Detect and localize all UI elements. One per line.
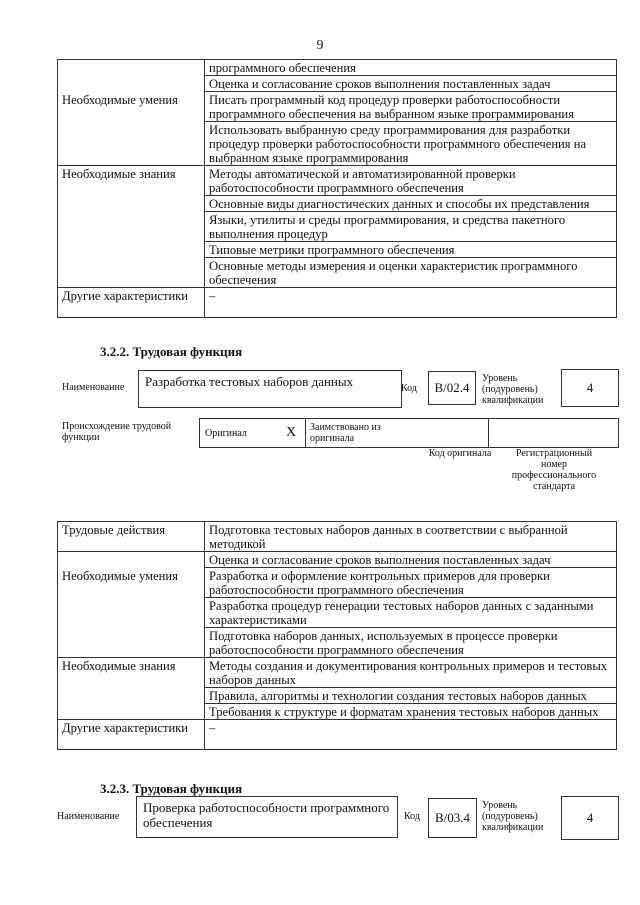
section-heading-322: 3.2.2. Трудовая функция bbox=[100, 344, 243, 359]
level-label bbox=[482, 373, 552, 406]
table-text-cell: Разработка процедур генерации тестовых наборов данных с заданными характеристиками bbox=[205, 598, 617, 628]
table-label-cell bbox=[58, 598, 205, 628]
level-label-line: квалификации bbox=[482, 822, 544, 833]
table-text-cell: Требования к структуре и форматам хранения тестовых наборов данных bbox=[205, 704, 617, 720]
table-label-cell bbox=[58, 212, 205, 242]
section-heading-323: 3.2.3. Трудовая функция bbox=[100, 781, 243, 796]
skills-table-1 bbox=[57, 59, 617, 318]
level-label-line: Уровень bbox=[482, 373, 518, 384]
table-text-cell: Подготовка наборов данных, используемых в процессе проверки работоспособности программного обеспечения bbox=[205, 628, 617, 658]
code-value-box bbox=[428, 371, 476, 405]
table-text-cell: Оценка и согласование сроков выполнения поставленных задач bbox=[205, 552, 617, 568]
table-label-cell bbox=[58, 196, 205, 212]
origin-label: Происхождение трудовой функции bbox=[62, 421, 172, 443]
page-number: 9 bbox=[316, 38, 324, 53]
code-value: B/03.4 bbox=[434, 810, 471, 825]
level-label-line: квалификации bbox=[482, 395, 544, 406]
function-name-box bbox=[138, 370, 402, 408]
code-value-box bbox=[428, 798, 477, 838]
table-text-cell: Использовать выбранную среду программирования для разработки процедур проверки работоспособности программного обеспечения на выбранном языке программирования bbox=[205, 122, 617, 166]
level-value-box bbox=[561, 369, 619, 407]
table-text-cell: Писать программный код процедур проверки работоспособности программного обеспечения на выбранном языке программирования bbox=[205, 92, 617, 122]
original-label: Оригинал bbox=[205, 428, 247, 439]
table-text-cell: Основные виды диагностических данных и способы их представления bbox=[205, 196, 617, 212]
table-label-cell bbox=[58, 688, 205, 704]
table-text-cell: Разработка и оформление контрольных примеров для проверки работоспособности программного обеспечения bbox=[205, 568, 617, 598]
table-text-cell: Подготовка тестовых наборов данных в соответствии с выбранной методикой bbox=[205, 522, 617, 552]
table-label-cell: Необходимые знания bbox=[58, 658, 205, 688]
function-name-value: Проверка работоспособности программного обеспечения bbox=[143, 800, 390, 830]
table-label-cell bbox=[58, 628, 205, 658]
level-value: 4 bbox=[586, 380, 594, 395]
table-label-cell: Необходимые умения bbox=[58, 568, 205, 598]
table-label-cell: Другие характеристики bbox=[58, 288, 205, 318]
borrowed-label: Заимствовано из оригинала bbox=[310, 422, 381, 444]
table-label-cell bbox=[58, 60, 205, 76]
table-label-cell: Необходимые умения bbox=[58, 92, 205, 122]
code-original-label: Код оригинала bbox=[428, 448, 492, 459]
table-text-cell: Правила, алгоритмы и технологии создания тестовых наборов данных bbox=[205, 688, 617, 704]
table-text-cell: Типовые метрики программного обеспечения bbox=[205, 242, 617, 258]
skills-table-2 bbox=[57, 521, 617, 750]
original-mark: X bbox=[286, 425, 297, 440]
reg-number-box bbox=[488, 418, 619, 448]
table-text-cell: Оценка и согласование сроков выполнения поставленных задач bbox=[205, 76, 617, 92]
level-label bbox=[482, 800, 552, 833]
borrowed-box bbox=[305, 418, 490, 448]
name-label: Наименование bbox=[62, 382, 125, 393]
table-label-cell bbox=[58, 552, 205, 568]
table-text-cell: Основные методы измерения и оценки характеристик программного обеспечения bbox=[205, 258, 617, 288]
original-box bbox=[199, 418, 307, 448]
code-label: Код bbox=[404, 811, 420, 822]
table-text-cell: Методы автоматической и автоматизированной проверки работоспособности программного обеспечения bbox=[205, 166, 617, 196]
table-text-cell: – bbox=[205, 720, 617, 750]
table-text-cell: Языки, утилиты и среды программирования, и средства пакетного выполнения процедур bbox=[205, 212, 617, 242]
table-label-cell: Необходимые знания bbox=[58, 166, 205, 196]
level-value-box bbox=[561, 796, 619, 840]
table-label-cell: Другие характеристики bbox=[58, 720, 205, 750]
table-text-cell: – bbox=[205, 288, 617, 318]
code-label: Код bbox=[401, 383, 417, 394]
level-label-line: Уровень bbox=[482, 800, 518, 811]
table-label-cell bbox=[58, 704, 205, 720]
function-name-box bbox=[136, 796, 398, 838]
name-label: Наименование bbox=[57, 811, 120, 822]
table-text-cell: Методы создания и документирования контрольных примеров и тестовых наборов данных bbox=[205, 658, 617, 688]
table-label-cell: Трудовые действия bbox=[58, 522, 205, 552]
table-label-cell bbox=[58, 242, 205, 258]
function-name-value: Разработка тестовых наборов данных bbox=[145, 374, 354, 389]
reg-number-label: Регистрационный номер профессионального стандарта bbox=[511, 448, 597, 492]
table-text-cell: программного обеспечения bbox=[205, 60, 617, 76]
level-value: 4 bbox=[586, 810, 594, 825]
table-label-cell bbox=[58, 76, 205, 92]
level-label-line: (подуровень) bbox=[482, 811, 538, 822]
level-label-line: (подуровень) bbox=[482, 384, 538, 395]
table-label-cell bbox=[58, 258, 205, 288]
table-label-cell bbox=[58, 122, 205, 166]
code-value: B/02.4 bbox=[434, 380, 470, 395]
